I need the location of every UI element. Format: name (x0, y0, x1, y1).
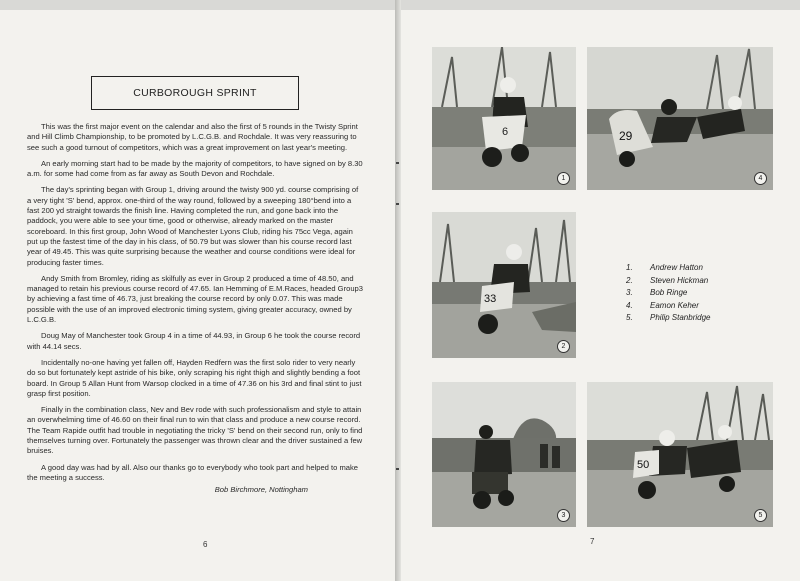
photo-1-image (432, 47, 576, 190)
photo-4-image (587, 47, 773, 190)
caption-name: Steven Hickman (650, 275, 709, 285)
article-title-box (91, 76, 299, 110)
paragraph: Finally in the combination class, Nev and Bev rode with such professionalism and style to attain an overwhelming time of 46.60 on their final run to win that class and produce a new course record. The Team Rapide outfit had trouble in negotiating the tricky 'S' bend on their second run, only to find themselves turning over. Fortunately the passenger was thrown clear and the driver sustained a few bruises. (27, 405, 363, 456)
caption-number: 1. (626, 263, 633, 272)
caption-row (626, 312, 710, 325)
paragraph: An early morning start had to be made by the majority of competitors, to have signed on by 8.30 a.m. for some had come from as far away as South Devon and Rochdale. (27, 158, 363, 179)
paragraph: This was the first major event on the calendar and also the first of 5 rounds in the Twisty Sprint and Hill Climb Championship, to be promoted by L.C.G.B. and Rochdale. It was very reassuring to see such a good turnout of competitors, which was a great improvement on last year's meeting. (27, 122, 358, 152)
photo-3-image (432, 382, 576, 527)
gutter-mark (396, 203, 399, 205)
caption-number: 2. (626, 275, 633, 285)
left-page (0, 10, 395, 581)
photo-5-sidecar (587, 382, 773, 527)
page-number-left: 6 (203, 540, 208, 549)
paragraph: Doug May of Manchester took Group 4 in a time of 44.93, in Group 6 he took the course record with 44.14 secs. (27, 331, 361, 351)
photo-caption-list (626, 262, 710, 325)
photo-2-solo-rider (432, 212, 576, 358)
svg-text:29: 29 (619, 129, 633, 143)
svg-text:33: 33 (484, 293, 497, 305)
article-body (27, 122, 364, 496)
gutter-mark (396, 162, 399, 164)
caption-row (626, 300, 710, 313)
page-number-right: 7 (590, 537, 595, 546)
photo-5-image (587, 382, 773, 527)
photo-1-solo-rider (432, 47, 576, 190)
paragraph: The day's sprinting began with Group 1, driving around the twisty 900 yd. course comprising of a very tight 'S' bend, approx. one-third of the way round, followed by a sweeping 180°bend into a fast 200 yd straight towards the finish line. Having completed the run, and gone back into the paddock, you were able to see your time, good or otherwise, already marked on the master scoreboard. In this first group, John Wood of Manchester Lyons Club, riding his 75cc Vega, again put up the fastest time of the day in his class, of 50.79 but was slower than his course record last year of 49.45. This was quite surprising because the weather and course conditions were ideal for producing faster times. (27, 185, 359, 267)
photo-badge-1: 1 (557, 172, 570, 185)
right-page (401, 10, 800, 581)
caption-row (626, 287, 710, 300)
caption-name: Philip Stanbridge (650, 313, 711, 323)
caption-number: 4. (626, 300, 633, 310)
gutter-mark (396, 468, 399, 470)
caption-number: 3. (626, 288, 633, 298)
caption-row (626, 262, 710, 275)
caption-name: Andrew Hatton (650, 263, 703, 272)
caption-name: Eamon Keher (650, 300, 699, 310)
paragraph: Incidentally no-one having yet fallen off, Hayden Redfern was the first solo rider to very nearly do so but fortunately kept astride of his bike, only scraping his right thigh and slightly bending a foot board. In Group 5 Allan Hunt from Warsop clocked in a time of 47.36 on his 3rd and final stint to just grasp first position. (27, 357, 362, 398)
photo-badge-5: 5 (754, 509, 767, 522)
photo-badge-3: 3 (557, 509, 570, 522)
author-signature: Bob Birchmore, Nottingham (214, 485, 308, 495)
caption-number: 5. (626, 313, 633, 323)
svg-text:6: 6 (502, 126, 509, 138)
svg-text:50: 50 (637, 459, 650, 471)
photo-badge-4: 4 (754, 172, 767, 185)
photo-badge-2: 2 (557, 340, 570, 353)
article-title: CURBOROUGH SPRINT (133, 87, 257, 99)
photo-3-solo-rider (432, 382, 576, 527)
caption-row (626, 275, 710, 288)
photo-2-image (432, 212, 576, 358)
paragraph: A good day was had by all. Also our thanks go to everybody who took part and helped to make the meeting a success. (27, 462, 359, 482)
photo-4-sidecar (587, 47, 773, 190)
paragraph: Andy Smith from Bromley, riding as skilfully as ever in Group 2 produced a time of 48.50, and managed to retain his previous course record of 47.65. Ian Hemming of E.M.Races, headed Group3 by achieving a fast time of 46.73, just breaking the course record by only 0.07. This was made possible with the use of an improved electronic timing system, giving greater accuracy, owned by L.C.G.B. (27, 273, 363, 325)
caption-name: Bob Ringe (650, 288, 688, 298)
